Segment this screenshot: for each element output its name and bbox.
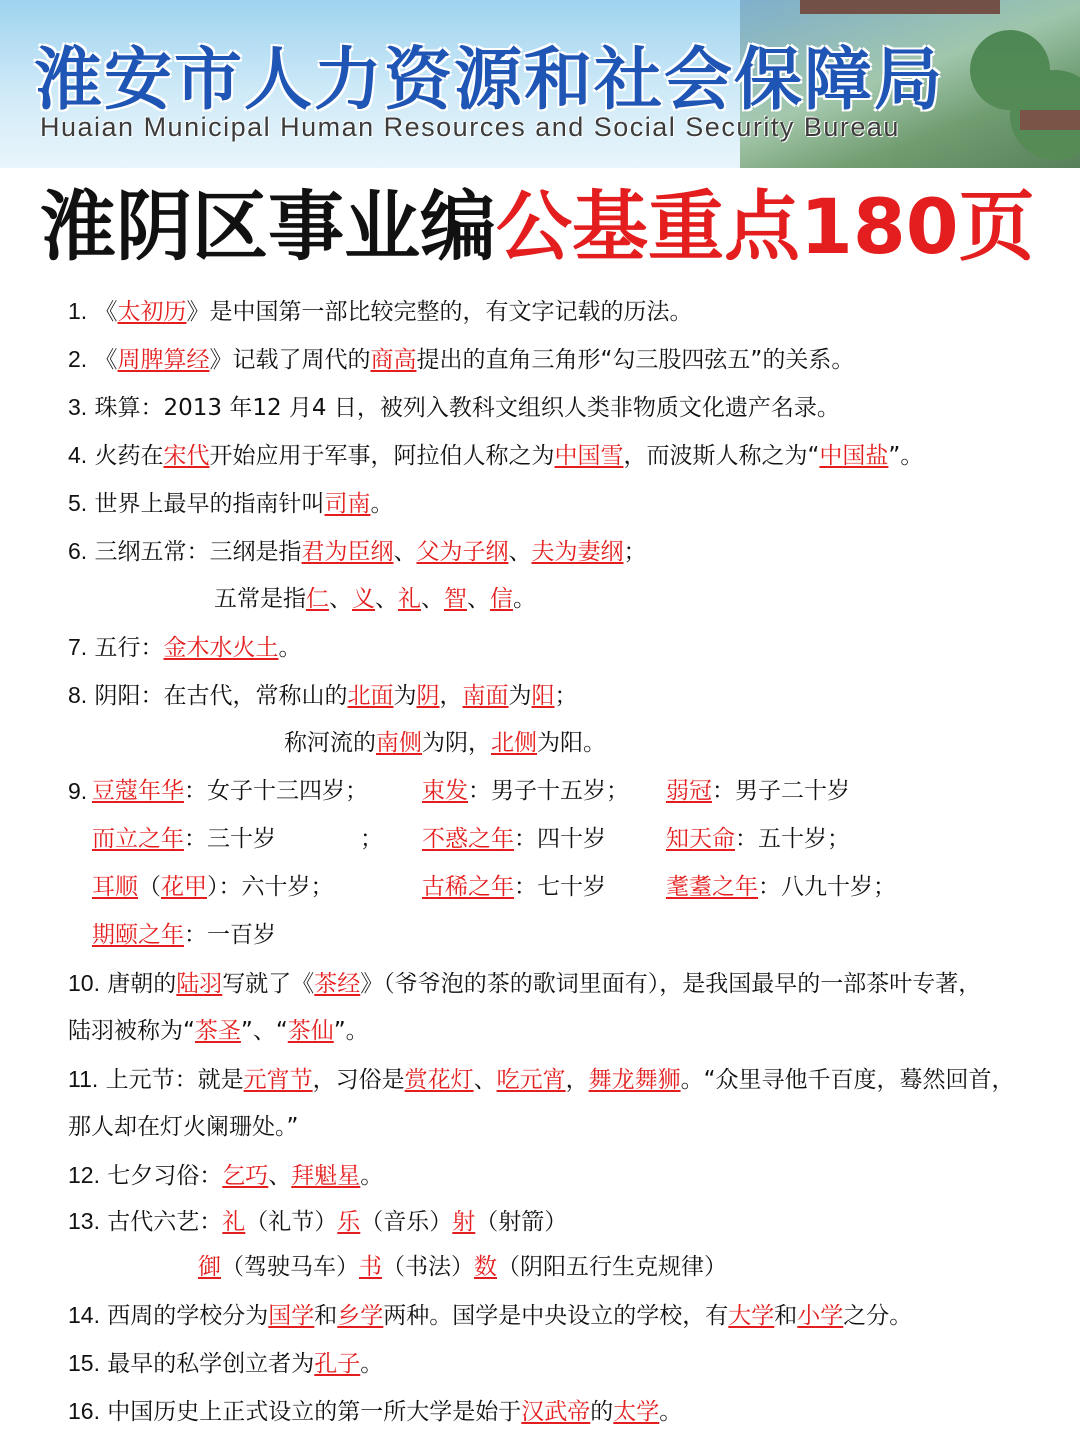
text: ； — [360, 826, 383, 852]
key-term: 御 — [198, 1254, 221, 1280]
list-item-continuation — [198, 1252, 727, 1282]
key-term: 耄耋之年 — [666, 874, 758, 900]
text: 、 — [473, 1067, 497, 1093]
text: 之分。 — [843, 1303, 913, 1329]
text: 为 — [393, 683, 417, 709]
age-term — [666, 776, 850, 806]
text: 、 — [329, 586, 352, 612]
text: ：五十岁； — [735, 826, 850, 852]
key-term: 信 — [490, 586, 513, 612]
text: 三纲五常：三纲是指 — [94, 539, 302, 565]
key-term: 乐 — [337, 1209, 361, 1235]
text: ”、“ — [240, 1018, 288, 1044]
text: （礼节） — [245, 1209, 338, 1235]
text: 七夕习俗： — [107, 1163, 223, 1189]
text: ：七十岁 — [514, 874, 606, 900]
age-term — [92, 920, 276, 950]
text: ：三十岁 — [184, 826, 276, 852]
text: 开始应用于军事，阿拉伯人称之为 — [209, 443, 555, 469]
text: ）：六十岁； — [207, 874, 334, 900]
text: （书法） — [382, 1254, 474, 1280]
key-term: 书 — [359, 1254, 382, 1280]
text: 中国历史上正式设立的第一所大学是始于 — [107, 1399, 522, 1425]
key-term: 礼 — [398, 586, 421, 612]
text: 唐朝的 — [107, 971, 177, 997]
separator — [360, 824, 383, 854]
key-term: 期颐之年 — [92, 922, 184, 948]
item-number-row — [68, 776, 87, 807]
text: 提出的直角三角形“勾三股四弦五”的关系。 — [416, 347, 855, 373]
item-number: 6. — [68, 538, 88, 564]
key-term: 茶圣 — [194, 1018, 241, 1044]
list-item — [68, 968, 981, 999]
text: 》（爷爷泡的茶的歌词里面有），是我国最早的一部茶叶专著， — [360, 971, 982, 997]
bureau-subtitle: Huaian Municipal Human Resources and Social Security Bureau — [40, 112, 900, 142]
list-item-continuation — [284, 728, 606, 758]
text: 写就了《 — [222, 971, 315, 997]
age-term — [422, 776, 629, 806]
text: 。 — [360, 1351, 384, 1377]
text: 、 — [268, 1163, 292, 1189]
key-term: 南侧 — [376, 730, 422, 756]
list-item — [68, 1396, 682, 1427]
item-number: 3. — [68, 394, 88, 420]
text: （ — [138, 874, 161, 900]
item-number: 7. — [68, 634, 88, 660]
text: 阴阳：在古代，常称山的 — [94, 683, 348, 709]
key-term: 义 — [352, 586, 375, 612]
key-term: 花甲 — [161, 874, 207, 900]
title-red-part: 公基重点180页 — [496, 182, 1035, 271]
text: 古代六艺： — [107, 1209, 223, 1235]
text: 那人却在灯火阑珊处。” — [68, 1114, 299, 1140]
key-term: 大学 — [728, 1303, 775, 1329]
text: ：男子二十岁 — [712, 778, 850, 804]
key-term: 礼 — [222, 1209, 246, 1235]
title-black-part: 淮阴区事业编 — [40, 182, 496, 271]
key-term: 乡学 — [337, 1303, 384, 1329]
key-term: 阴 — [416, 683, 440, 709]
item-number: 10. — [68, 970, 100, 996]
text: 陆羽被称为“ — [68, 1018, 195, 1044]
item-number: 4. — [68, 442, 88, 468]
key-term: 吃元宵 — [496, 1067, 566, 1093]
text: 珠算：2013 年12 月4 日，被列入教科文组织人类非物质文化遗产名录。 — [94, 395, 840, 421]
text: ”。 — [333, 1018, 369, 1044]
item-number: 15. — [68, 1350, 100, 1376]
key-term: 而立之年 — [92, 826, 184, 852]
age-term — [666, 824, 850, 854]
text: 。 — [360, 1163, 384, 1189]
text: 、 — [421, 586, 444, 612]
item-number: 1. — [68, 298, 88, 324]
list-item — [68, 536, 647, 567]
list-item — [68, 1348, 383, 1379]
text: 两种。国学是中央设立的学校，有 — [383, 1303, 729, 1329]
text: 。 — [659, 1399, 683, 1425]
text: 上元节：就是 — [105, 1067, 244, 1093]
key-term: 数 — [474, 1254, 497, 1280]
item-number: 2. — [68, 346, 88, 372]
list-item — [68, 392, 840, 423]
item-number: 5. — [68, 490, 88, 516]
key-term: 夫为妻纲 — [531, 539, 624, 565]
text: （阴阳五行生克规律） — [497, 1254, 727, 1280]
text: 称河流的 — [284, 730, 376, 756]
key-term: 豆蔻年华 — [92, 778, 184, 804]
key-term: 周脾算经 — [117, 347, 210, 373]
text: 世界上最早的指南针叫 — [94, 491, 325, 517]
key-term: 君为臣纲 — [301, 539, 394, 565]
key-term: 国学 — [268, 1303, 315, 1329]
list-item — [68, 488, 394, 519]
item-number: 11. — [68, 1066, 99, 1092]
text: ：女子十三四岁； — [184, 778, 368, 804]
text: ：八九十岁； — [758, 874, 896, 900]
item-number: 14. — [68, 1302, 100, 1328]
key-term: 中国盐 — [819, 443, 889, 469]
key-term: 拜魁星 — [291, 1163, 361, 1189]
list-item — [68, 344, 854, 375]
list-item — [68, 632, 302, 663]
item-number: 16. — [68, 1398, 100, 1424]
key-term: 束发 — [422, 778, 468, 804]
age-term — [92, 776, 368, 806]
list-item — [68, 296, 693, 327]
key-term: 父为子纲 — [416, 539, 509, 565]
text: ， — [439, 683, 463, 709]
text: ，习俗是 — [312, 1067, 405, 1093]
text: 为阴， — [422, 730, 491, 756]
text: （音乐） — [360, 1209, 453, 1235]
key-term: 阳 — [531, 683, 555, 709]
item-number: 12. — [68, 1162, 100, 1188]
bureau-title: 淮安市人力资源和社会保障局 — [34, 41, 945, 120]
list-item-continuation — [68, 1112, 298, 1142]
list-item — [68, 1300, 912, 1331]
text: 。 — [370, 491, 394, 517]
text: 最早的私学创立者为 — [107, 1351, 315, 1377]
key-term: 仁 — [306, 586, 329, 612]
text: 五行： — [94, 635, 164, 661]
text: 》记载了周代的 — [209, 347, 371, 373]
age-term — [422, 824, 606, 854]
key-term: 孔子 — [314, 1351, 361, 1377]
key-term: 中国雪 — [554, 443, 624, 469]
text: 、 — [393, 539, 417, 565]
list-item — [68, 680, 578, 711]
key-term: 南面 — [462, 683, 509, 709]
item-number: 9. — [68, 778, 88, 804]
list-item — [68, 1206, 567, 1237]
key-term: 茶仙 — [287, 1018, 334, 1044]
key-term: 太初历 — [117, 299, 187, 325]
key-term: 金木水火土 — [163, 635, 279, 661]
key-term: 商高 — [370, 347, 417, 373]
list-item — [68, 1160, 383, 1191]
key-term: 陆羽 — [176, 971, 223, 997]
text: 》是中国第一部比较完整的，有文字记载的历法。 — [186, 299, 693, 325]
text: 、 — [508, 539, 532, 565]
text: ， — [565, 1067, 589, 1093]
text: 。“众里寻他千百度，蓦然回首， — [680, 1067, 1015, 1093]
text: 、 — [375, 586, 398, 612]
key-term: 知天命 — [666, 826, 735, 852]
key-term: 汉武帝 — [521, 1399, 591, 1425]
key-term: 元宵节 — [243, 1067, 313, 1093]
text: ，而波斯人称之为“ — [623, 443, 820, 469]
age-term — [92, 872, 334, 902]
text: 和 — [314, 1303, 338, 1329]
key-term: 赏花灯 — [404, 1067, 474, 1093]
list-item — [68, 1064, 1015, 1095]
age-term — [666, 872, 896, 902]
key-term: 小学 — [797, 1303, 844, 1329]
key-term: 弱冠 — [666, 778, 712, 804]
key-term: 北面 — [347, 683, 394, 709]
list-item — [68, 440, 923, 471]
key-term: 舞龙舞狮 — [588, 1067, 681, 1093]
key-term: 不惑之年 — [422, 826, 514, 852]
text: ； — [554, 683, 578, 709]
key-term: 宋代 — [163, 443, 210, 469]
key-term: 茶经 — [314, 971, 361, 997]
key-term: 乞巧 — [222, 1163, 269, 1189]
text: 西周的学校分为 — [107, 1303, 269, 1329]
text: 。 — [278, 635, 302, 661]
key-term: 北侧 — [491, 730, 537, 756]
text: 《 — [94, 299, 118, 325]
text: 、 — [467, 586, 490, 612]
text: ：男子十五岁； — [468, 778, 629, 804]
key-term: 司南 — [324, 491, 371, 517]
text: 。 — [513, 586, 536, 612]
text: 五常是指 — [214, 586, 306, 612]
text: （驾驶马车） — [221, 1254, 359, 1280]
key-term: 射 — [452, 1209, 476, 1235]
list-item-continuation — [68, 1016, 369, 1046]
text: （射箭） — [475, 1209, 568, 1235]
text: ：一百岁 — [184, 922, 276, 948]
key-term: 古稀之年 — [422, 874, 514, 900]
key-term: 耳顺 — [92, 874, 138, 900]
text: 为阳。 — [537, 730, 606, 756]
text: 《 — [94, 347, 118, 373]
item-number: 13. — [68, 1208, 100, 1234]
age-term — [422, 872, 606, 902]
text: 火药在 — [94, 443, 164, 469]
list-item-continuation — [214, 584, 536, 614]
key-term: 太学 — [613, 1399, 660, 1425]
item-number: 8. — [68, 682, 88, 708]
key-term: 智 — [444, 586, 467, 612]
text: 的 — [590, 1399, 614, 1425]
text: 和 — [774, 1303, 798, 1329]
text: 为 — [508, 683, 532, 709]
text: ”。 — [888, 443, 924, 469]
text: ； — [623, 539, 647, 565]
age-term — [92, 824, 276, 854]
text: ：四十岁 — [514, 826, 606, 852]
